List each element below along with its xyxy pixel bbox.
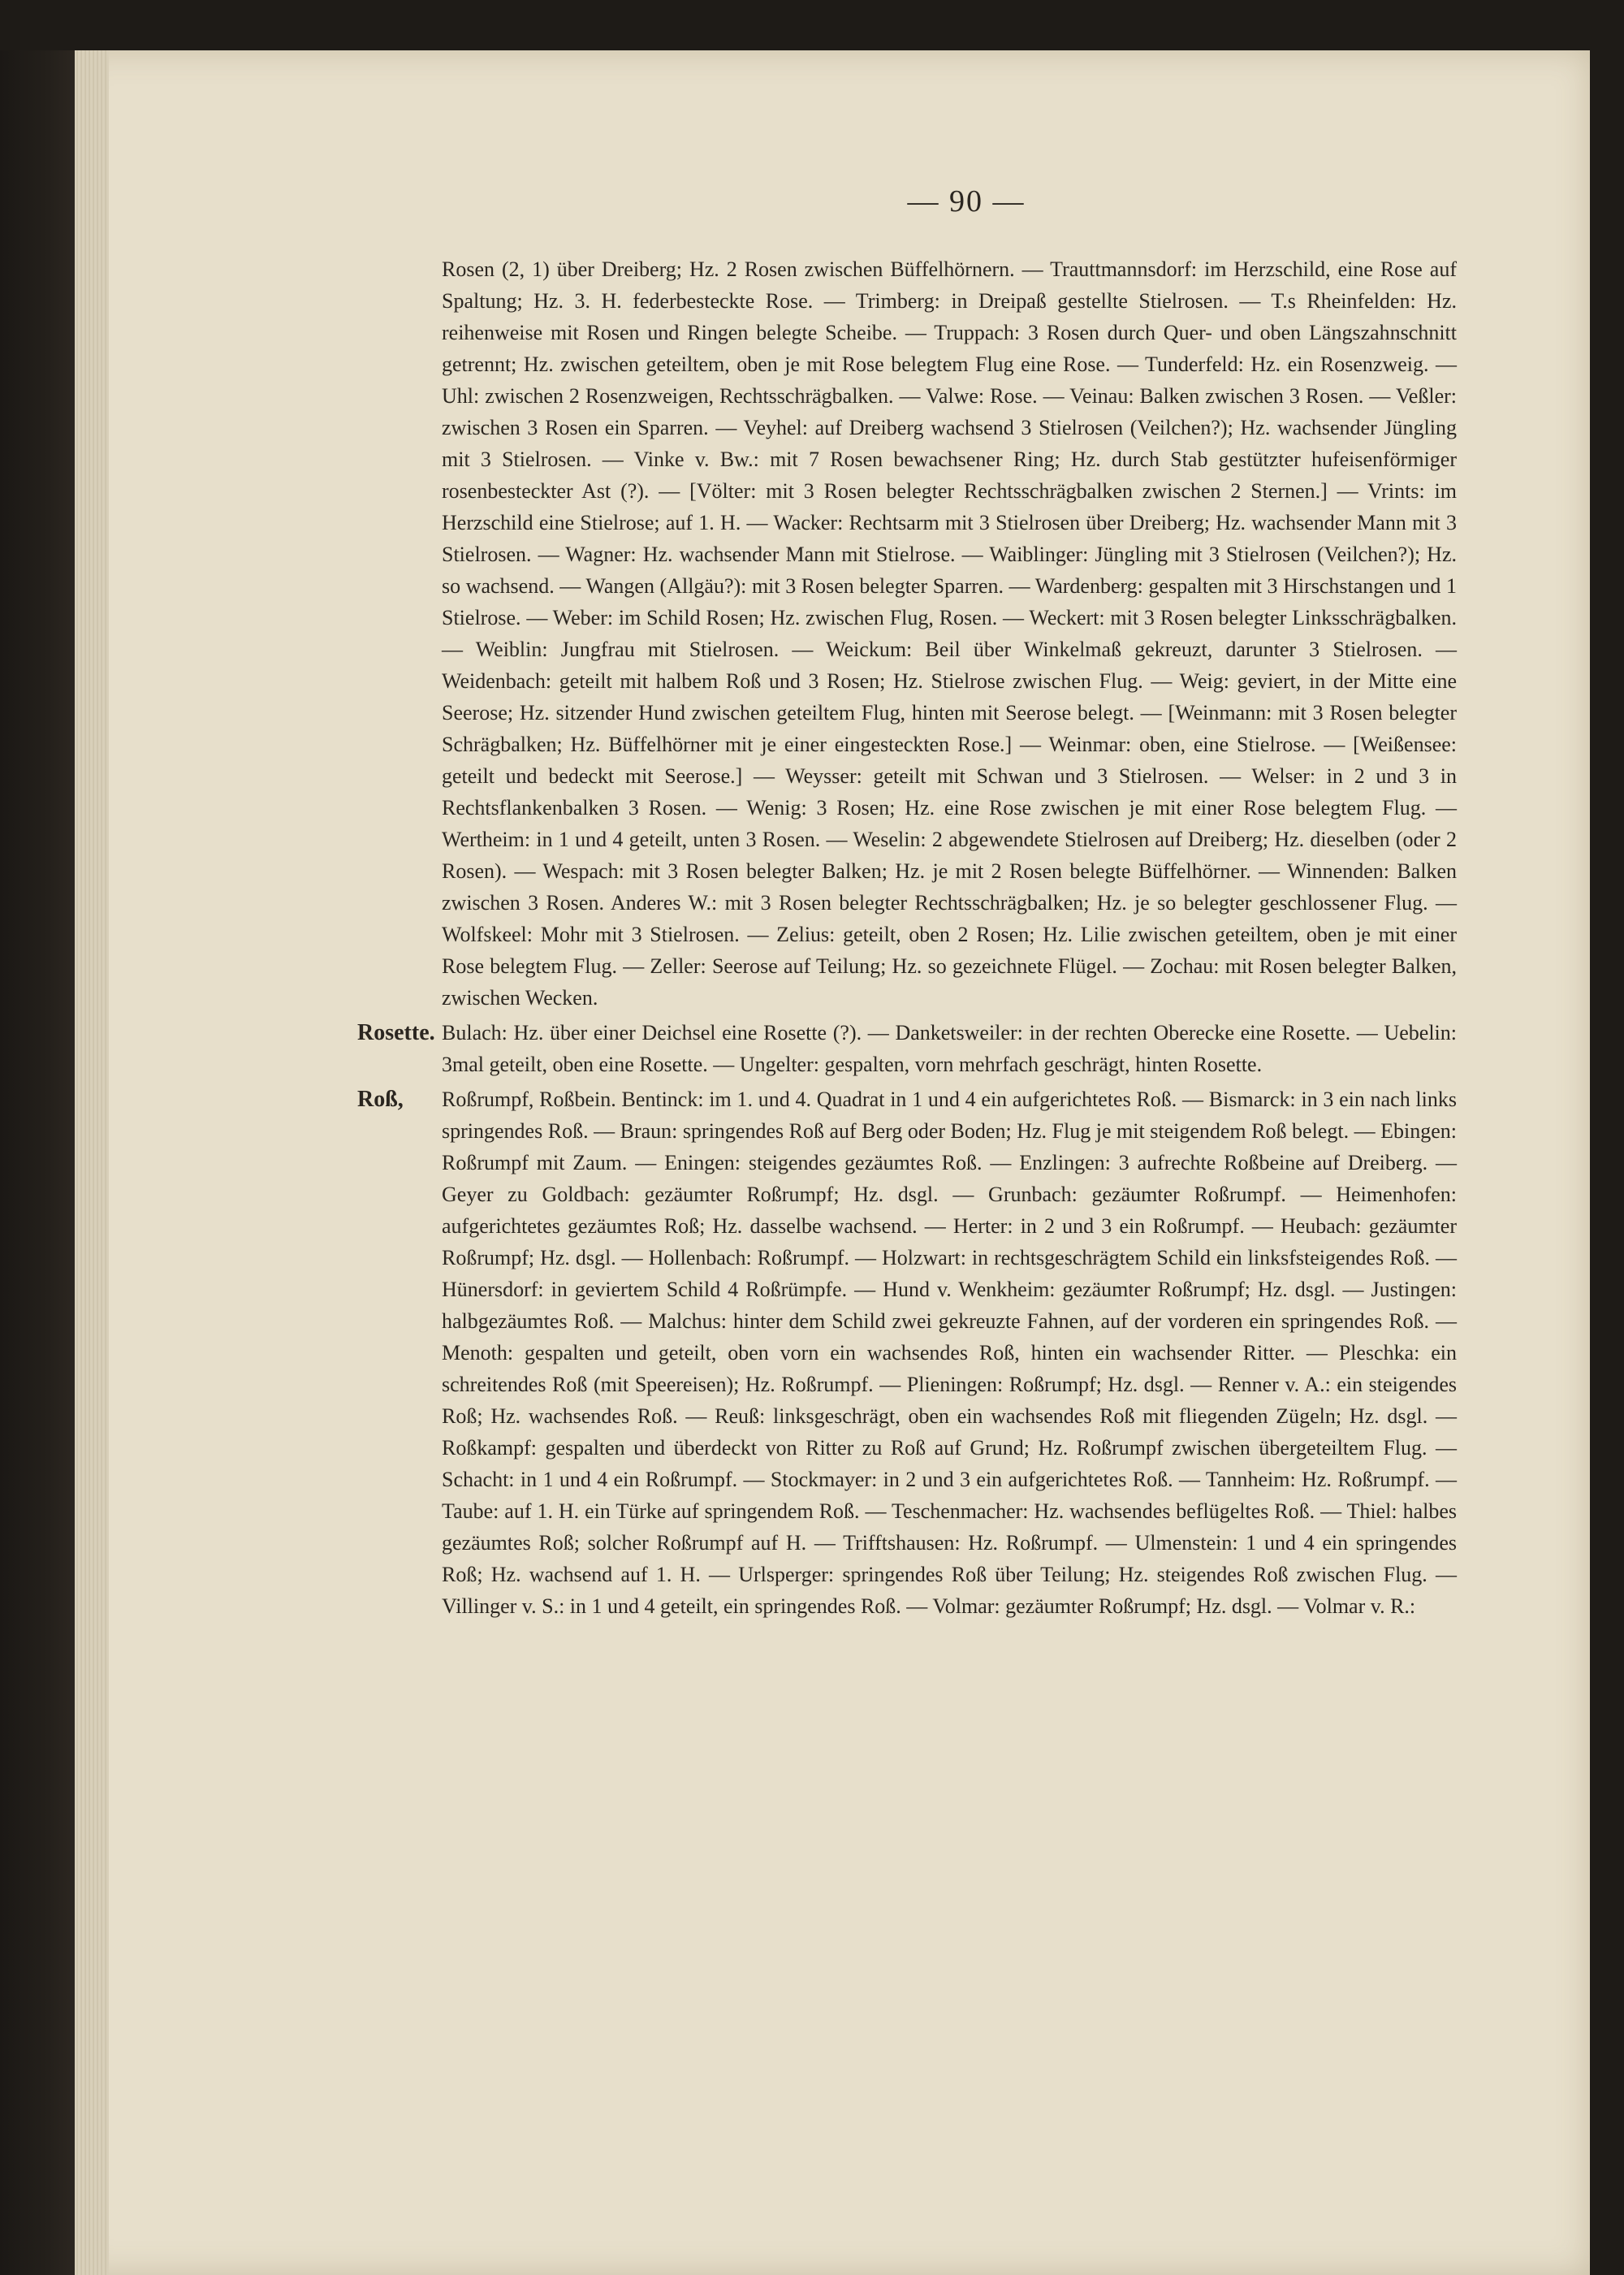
page-number: — 90 — — [907, 184, 1026, 218]
entry-rosen-continued — [442, 253, 1457, 1014]
page-body — [357, 253, 1457, 1622]
entry-ross — [357, 1083, 1457, 1622]
entry-text: Bulach: Hz. über einer Deichsel eine Rosette (?). — Danketsweiler: in der rechten Oberecke eine Rosette. — Uebelin: 3mal geteilt, oben eine Rosette. — Ungelter: gespalten, vorn mehrfach geschrägt, hinten Rosette. — [442, 1021, 1457, 1076]
scan-background-right — [1590, 0, 1624, 2275]
entry-text: Roßrumpf, Roßbein. Bentinck: im 1. und 4. Quadrat in 1 und 4 ein aufgerichtetes Roß. — Bismarck: in 3 ein nach links springendes Roß. — Braun: springendes Roß auf Berg oder Boden; Hz. Flug je mit steigendem Roß belegt. — Ebingen: Roßrumpf mit Zaum. — Eningen: steigendes gezäumtes Roß. — Enzlingen: 3 aufrechte Roßbeine auf Dreiberg. — Geyer zu Goldbach: gezäumter Roßrumpf; Hz. dsgl. — Grunbach: gezäumter Roßrumpf. — Heimenhofen: aufgerichtetes gezäumtes Roß; Hz. dasselbe wachsend. — Herter: in 2 und 3 ein Roßrumpf. — Heubach: gezäumter Roßrumpf; Hz. dsgl. — Hollenbach: Roßrumpf. — Holzwart: in rechtsgeschrägtem Schild ein linksfsteigendes Roß. — Hünersdorf: in geviertem Schild 4 Roßrümpfe. — Hund v. Wenkheim: gezäumter Roßrumpf; Hz. dsgl. — Justingen: halbgezäumtes Roß. — Malchus: hinter dem Schild zwei gekreuzte Fahnen, auf der vorderen ein springendes Roß. — Menoth: gespalten und geteilt, oben vorn ein wachsendes Roß, hinten ein wachsender Ritter. — Pleschka: ein schreitendes Roß (mit Speereisen); Hz. Roßrumpf. — Plieningen: Roßrumpf; Hz. dsgl. — Renner v. A.: ein steigendes Roß; Hz. wachsendes Roß. — Reuß: linksgeschrägt, oben ein wachsendes Roß mit fliegenden Zügeln; Hz. dsgl. — Roßkampf: gespalten und überdeckt von Ritter zu Roß auf Grund; Hz. Roßrumpf zwischen übergeteiltem Flug. — Schacht: in 1 und 4 ein Roßrumpf. — Stockmayer: in 2 und 3 ein aufgerichtetes Roß. — Tannheim: Hz. Roßrumpf. — Taube: auf 1. H. ein Türke auf springendem Roß. — Teschenmacher: Hz. wachsendes beflügeltes Roß. — Thiel: halbes gezäumtes Roß; solcher Roßrumpf auf H. — Trifftshausen: Hz. Roßrumpf. — Ulmenstein: 1 und 4 ein springendes Roß; Hz. wachsend auf 1. H. — Urlsperger: springendes Roß über Teilung; Hz. steigendes Roß zwischen Flug. — Villinger v. S.: in 1 und 4 geteilt, ein springendes Roß. — Volmar: gezäumter Roßrumpf; Hz. dsgl. — Volmar v. R.: — [442, 1088, 1457, 1618]
scan-background-top — [0, 0, 1624, 50]
page-edges — [75, 50, 109, 2275]
book-binding — [0, 0, 81, 2275]
entry-text: Rosen (2, 1) über Dreiberg; Hz. 2 Rosen zwischen Büffelhörnern. — Trauttmannsdorf: im Herzschild, eine Rose auf Spaltung; Hz. 3. H. federbesteckte Rose. — Trimberg: in Dreipaß gestellte Stielrosen. — T.s Rheinfelden: Hz. reihenweise mit Rosen und Ringen belegte Scheibe. — Truppach: 3 Rosen durch Quer- und oben Längszahnschnitt getrennt; Hz. zwischen geteiltem, oben je mit Rose belegtem Flug eine Rose. — Tunderfeld: Hz. ein Rosenzweig. — Uhl: zwischen 2 Rosenzweigen, Rechtsschrägbalken. — Valwe: Rose. — Veinau: Balken zwischen 3 Rosen. — Veßler: zwischen 3 Rosen ein Sparren. — Veyhel: auf Dreiberg wachsend 3 Stielrosen (Veilchen?); Hz. wachsender Jüngling mit 3 Stielrosen. — Vinke v. Bw.: mit 7 Rosen bewachsener Ring; Hz. durch Stab gestützter hufeisenförmiger rosenbesteckter Ast (?). — [Völter: mit 3 Rosen belegter Rechtsschrägbalken zwischen 2 Sternen.] — Vrints: im Herzschild eine Stielrose; auf 1. H. — Wacker: Rechtsarm mit 3 Stielrosen über Dreiberg; Hz. wachsender Mann mit 3 Stielrosen. — Wagner: Hz. wachsender Mann mit Stielrose. — Waiblinger: Jüngling mit 3 Stielrosen (Veilchen?); Hz. so wachsend. — Wangen (Allgäu?): mit 3 Rosen belegter Sparren. — Wardenberg: gespalten mit 3 Hirschstangen und 1 Stielrose. — Weber: im Schild Rosen; Hz. zwischen Flug, Rosen. — Weckert: mit 3 Rosen belegter Linksschrägbalken. — Weiblin: Jungfrau mit Stielrosen. — Weickum: Beil über Winkelmaß gekreuzt, darunter 3 Stielrosen. — Weidenbach: geteilt mit halbem Roß und 3 Rosen; Hz. Stielrose zwischen Flug. — Weig: geviert, in der Mitte eine Seerose; Hz. sitzender Hund zwischen geteiltem Flug, hinten mit Seerose belegt. — [Weinmann: mit 3 Rosen belegter Schrägbalken; Hz. Büffelhörner mit je einer eingesteckten Rose.] — Weinmar: oben, eine Stielrose. — [Weißensee: geteilt und bedeckt mit Seerose.] — Weysser: geteilt mit Schwan und 3 Stielrosen. — Welser: in 2 und 3 in Rechtsflankenbalken 3 Rosen. — Wenig: 3 Rosen; Hz. eine Rose zwischen je mit einer Rose belegtem Flug. — Wertheim: in 1 und 4 geteilt, unten 3 Rosen. — Weselin: 2 abgewendete Stielrosen auf Dreiberg; Hz. dieselben (oder 2 Rosen). — Wespach: mit 3 Rosen belegter Balken; Hz. je mit 2 Rosen belegte Büffelhörner. — Winnenden: Balken zwischen 3 Rosen. Anderes W.: mit 3 Rosen belegter Rechtsschrägbalken; Hz. je so belegter geschlossener Flug. — Wolfskeel: Mohr mit 3 Stielrosen. — Zelius: geteilt, oben 2 Rosen; Hz. Lilie zwischen geteiltem, oben je mit einer Rose belegtem Flug. — Zeller: Seerose auf Teilung; Hz. so gezeichnete Flügel. — Zochau: mit Rosen belegter Balken, zwischen Wecken. — [442, 257, 1457, 1010]
entry-heading: Roß, — [357, 1087, 404, 1112]
entry-rosette — [357, 1017, 1457, 1080]
entry-heading: Rosette. — [357, 1020, 435, 1045]
